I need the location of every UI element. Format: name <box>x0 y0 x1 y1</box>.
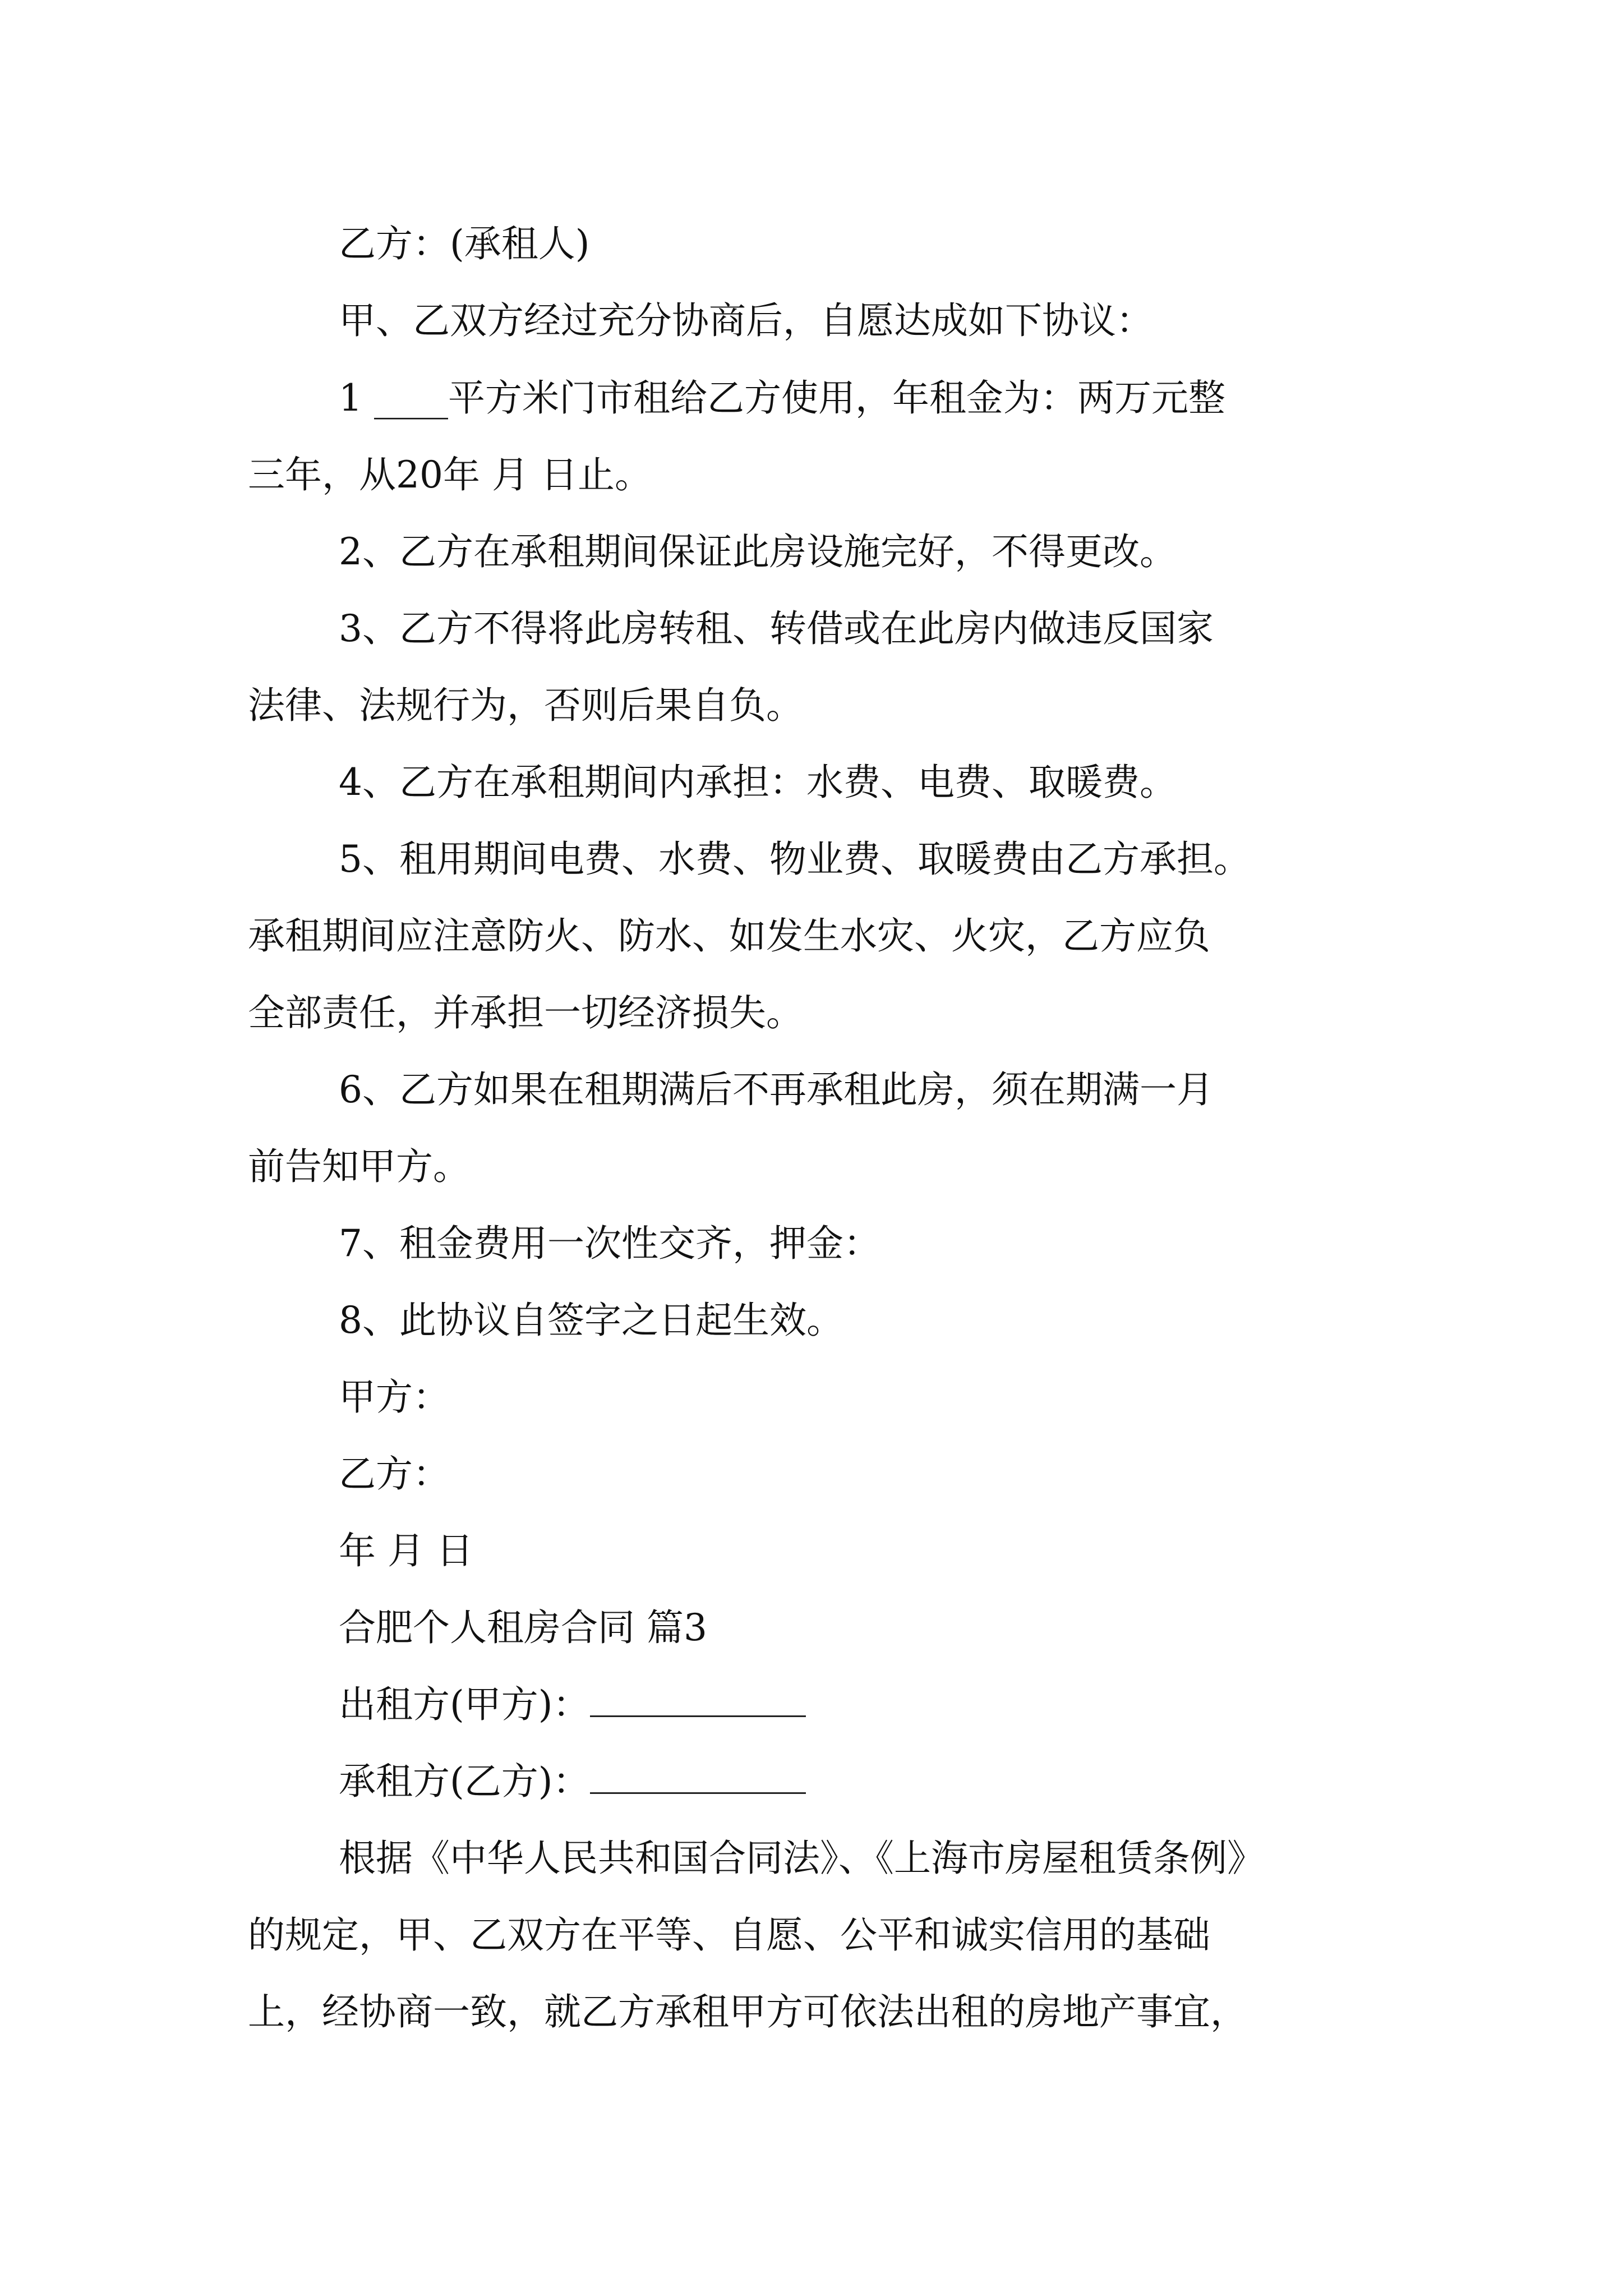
clause-5: 5、租用期间电费、水费、物业费、取暖费由乙方承担。 <box>339 838 1251 881</box>
agreement-intro: 甲、乙双方经过充分协商后，自愿达成如下协议： <box>339 299 1153 342</box>
lessee-label: 乙方：(承租人) <box>339 222 590 265</box>
clause-5-continued-1: 承租期间应注意防火、防水、如发生水灾、火灾，乙方应负 <box>248 914 1210 958</box>
party-a-signature: 甲方： <box>339 1375 450 1419</box>
legal-basis-continued-1: 的规定，甲、乙双方在平等、自愿、公平和诚实信用的基础 <box>248 1913 1210 1957</box>
party-b-signature: 乙方： <box>339 1452 450 1496</box>
clause-8: 8、此协议自签字之日起生效。 <box>339 1299 843 1342</box>
clause-4: 4、乙方在承租期间内承担：水费、电费、取暖费。 <box>339 761 1177 804</box>
clause-6-continued: 前告知甲方。 <box>248 1145 470 1188</box>
lessor-field <box>0 1677 1623 1733</box>
lessee-blank <box>590 1757 806 1794</box>
lessee-field-label: 承租方(乙方)： <box>339 1760 590 1803</box>
clause-1-continued: 三年，从20年 月 日止。 <box>248 453 652 496</box>
legal-basis-continued-2: 上，经协商一致，就乙方承租甲方可依法出租的房地产事宜， <box>248 1990 1247 2033</box>
signature-date: 年 月 日 <box>339 1529 473 1572</box>
clause-6: 6、乙方如果在租期满后不再承租此房，须在期满一月 <box>339 1068 1214 1111</box>
clause-3-continued: 法律、法规行为，否则后果自负。 <box>248 684 803 727</box>
clause-1: 1 ____平方米门市租给乙方使用，年租金为：两万元整 <box>339 376 1225 420</box>
clause-3: 3、乙方不得将此房转租、转借或在此房内做违反国家 <box>339 607 1214 650</box>
clause-7: 7、租金费用一次性交齐，押金： <box>339 1222 880 1265</box>
lessor-label: 出租方(甲方)： <box>339 1683 590 1726</box>
contract-heading: 合肥个人租房合同 篇3 <box>339 1606 707 1649</box>
clause-5-continued-2: 全部责任，并承担一切经济损失。 <box>248 991 803 1034</box>
clause-2: 2、乙方在承租期间保证此房设施完好，不得更改。 <box>339 530 1177 573</box>
legal-basis: 根据《中华人民共和国合同法》、《上海市房屋租赁条例》 <box>339 1837 1264 1880</box>
lessee-field <box>0 1754 1623 1810</box>
lessor-blank <box>590 1681 806 1717</box>
lessee-line <box>0 216 1623 272</box>
